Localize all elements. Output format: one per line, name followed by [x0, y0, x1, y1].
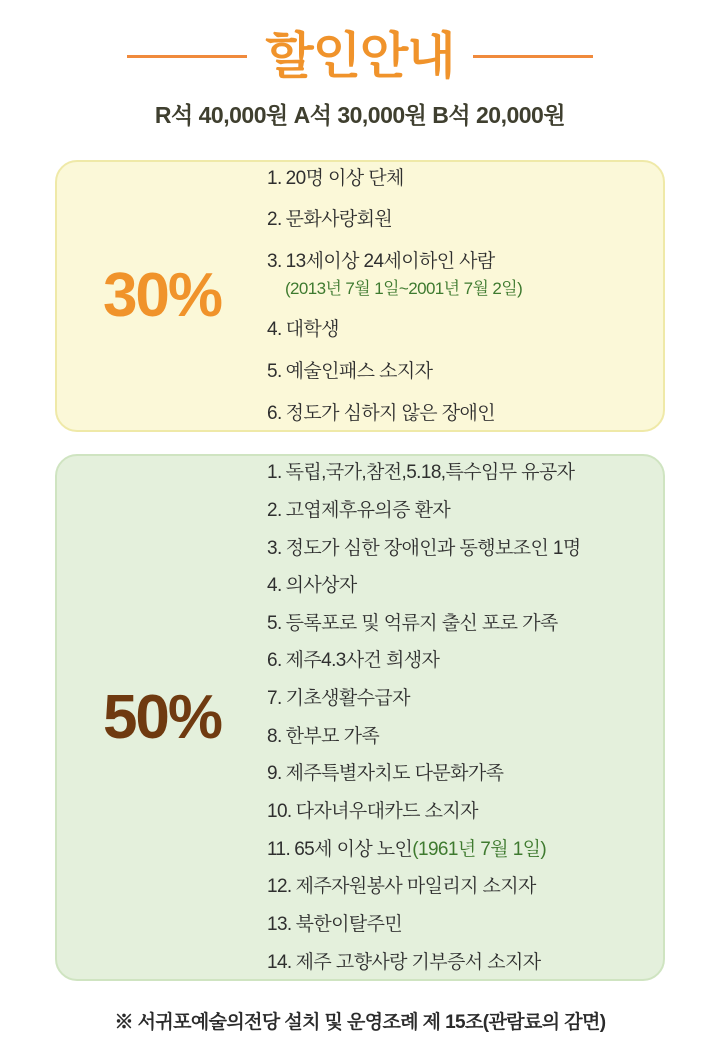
item-number: 4. [267, 575, 282, 597]
list-item [267, 611, 637, 637]
item-text: 정도가 심하지 않은 장애인 [285, 402, 495, 424]
item-number: 12. [267, 876, 292, 898]
item-text: 다자녀우대카드 소지자 [295, 801, 478, 823]
list-item [267, 460, 637, 486]
list-item [267, 874, 637, 900]
discount-percent-50: 50% [102, 683, 222, 753]
price-subtitle: R석 40,000원 A석 30,000원 B석 20,000원 [154, 101, 566, 128]
list-item [267, 686, 637, 712]
item-number: 11. [267, 838, 291, 860]
list-item [267, 498, 637, 524]
item-number: 6. [267, 402, 282, 424]
item-number: 3. [267, 250, 282, 272]
item-number: 4. [267, 319, 282, 341]
item-number: 7. [267, 688, 282, 710]
item-text: 예술인패스 소지자 [285, 361, 433, 382]
item-text: 65세 이상 노인 [294, 838, 413, 860]
item-number: 6. [267, 650, 282, 672]
item-number: 3. [267, 537, 282, 559]
discount-items-50 [267, 456, 663, 979]
item-text: 의사상자 [285, 575, 357, 597]
list-item [267, 359, 637, 385]
item-number: 1. [267, 462, 282, 484]
item-number: 5. [267, 361, 282, 382]
footer-note: ※ 서귀포예술의전당 설치 및 운영조례 제 15조(관람료의 감면) [114, 1012, 606, 1034]
title-row [0, 30, 720, 83]
item-text: 20명 이상 단체 [285, 167, 404, 189]
page-header [0, 0, 720, 130]
item-text: 제주 고향사랑 기부증서 소지자 [295, 951, 541, 973]
item-number: 1. [267, 167, 282, 189]
item-number: 9. [267, 763, 282, 785]
item-text: 대학생 [285, 319, 339, 341]
item-number: 14. [267, 951, 292, 973]
item-note: (1961년 7월 1일) [412, 838, 547, 860]
discount-card-30 [55, 160, 665, 433]
item-number: 5. [267, 612, 282, 634]
item-text: 제주자원봉사 마일리지 소지자 [295, 876, 536, 898]
list-item [267, 724, 637, 750]
list-item [267, 536, 637, 562]
item-number: 8. [267, 725, 282, 747]
item-number: 13. [267, 913, 292, 935]
list-item [267, 837, 637, 863]
item-text: 북한이탈주민 [295, 913, 403, 935]
list-item [267, 761, 637, 787]
title-rule-left [127, 55, 247, 58]
item-text: 등록포로 및 억류지 출신 포로 가족 [285, 612, 558, 634]
item-number: 10. [267, 801, 292, 823]
page-title: 할인안내 [265, 28, 455, 84]
item-text: 문화사랑회원 [285, 209, 393, 231]
list-item [267, 799, 637, 825]
title-rule-right [473, 55, 593, 58]
list-item [267, 401, 637, 427]
discount-percent-30: 30% [102, 261, 222, 331]
item-text: 기초생활수급자 [285, 688, 410, 710]
discount-items-30 [267, 162, 663, 431]
item-text: 제주특별자치도 다문화가족 [285, 763, 504, 785]
item-text: 제주4.3사건 희생자 [285, 650, 440, 672]
item-text: 독립,국가,참전,5.18,특수임무 유공자 [285, 462, 575, 484]
item-text: 고엽제후유의증 환자 [285, 499, 451, 521]
discount-card-50 [55, 454, 665, 981]
item-text: 정도가 심한 장애인과 동행보조인 1명 [285, 537, 581, 559]
list-item [267, 950, 637, 976]
list-item [267, 912, 637, 938]
item-number: 2. [267, 209, 282, 231]
item-number: 2. [267, 499, 282, 521]
item-note: (2013년 7월 1일~2001년 7월 2일) [285, 279, 523, 299]
list-item [267, 648, 637, 674]
list-item [267, 573, 637, 599]
item-text: 한부모 가족 [285, 725, 380, 747]
list-item [267, 207, 637, 233]
list-item [267, 249, 637, 302]
list-item [267, 317, 637, 343]
item-text: 13세이상 24세이하인 사람 [285, 250, 495, 272]
list-item [267, 166, 637, 192]
